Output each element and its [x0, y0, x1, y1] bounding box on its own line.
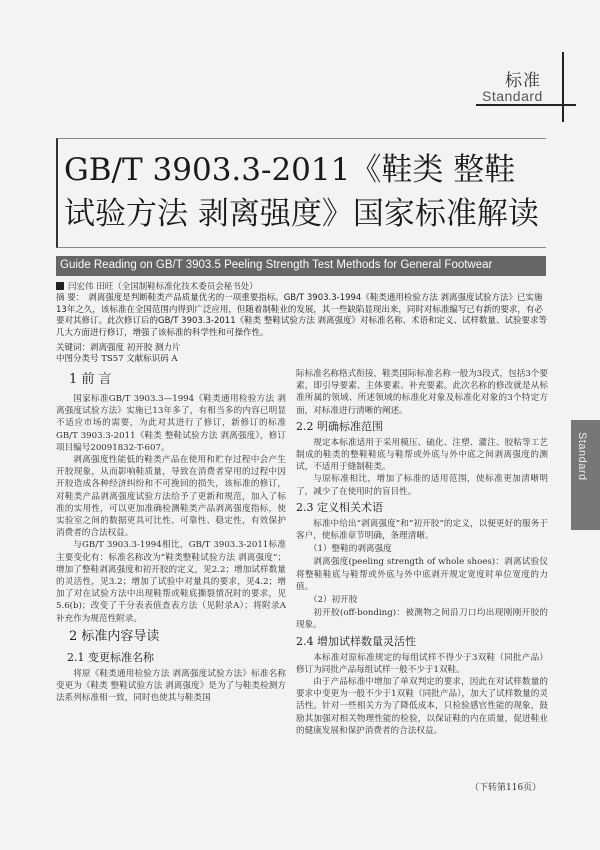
paragraph: 与原标准相比，增加了标准的适用范围，使标准更加清晰明了，减少了在使用时的盲目性。 [296, 474, 548, 497]
header-section-title: 标准 [505, 71, 541, 91]
paragraph: 本标准对原标准规定的每组试样不得少于3双鞋（同批产品）修订为同批产品每组试样一般不少于1双鞋。 [296, 652, 548, 675]
authors-text: 闫宏伟 田旺（全国制鞋标准化技术委员会秘书处） [68, 282, 258, 292]
article-title: GB/T 3903.3-2011《鞋类 整鞋试验方法 剥离强度》国家标准解读 [64, 152, 539, 232]
abstract-text: 剥离强度是判断鞋类产品质量优劣的一项重要指标。GB/T 3903.3-1994《鞋类通用检验方法 剥离强度试验方法》已实施13年之久，该标准在全国范围内得到广泛应用，但随着制鞋业的发展，其一些缺陷显现出来，同时对标准编写已有新的要求，有必要对其修订。此次修订后的GB/T 3903.3-2011《鞋类 整鞋试验方法 剥离强度》对标准名称、术语和定义、试样数量、试验要求等几大方面进行修订，增强了该标准的科学性和可操作性。 [56, 293, 548, 338]
abstract-label: 摘 要： [56, 293, 85, 303]
abstract [56, 293, 551, 339]
heading-scope: 2.2 明确标准范围 [296, 419, 383, 433]
header-section-subtitle: Standard [482, 88, 543, 104]
continued-note: （下转第116页） [470, 783, 542, 793]
paragraph: 际标准名称格式衔接，鞋类国际标准名称一般为3段式，包括3个要素，即引导要素、主体要素、补充要素。此次名称的修改就是从标准所属的领域、所述领域的标准化对象及标准化对象的3个特定方面，对标准进行清晰的阐述。 [296, 369, 548, 416]
classification-line: 中图分类号 TS57 文献标识码 A [56, 354, 178, 364]
author-marker-icon [56, 282, 64, 290]
paragraph: 标准中给出“剥离强度”和“初开胶”的定义，以便更好的服务于客户，使标准章节明确，条理清晰。 [296, 518, 548, 542]
subheading-peel-strength: （1）整鞋的剥离强度 [308, 544, 392, 555]
heading-terms: 2.3 定义相关术语 [296, 500, 383, 514]
left-column [56, 368, 286, 704]
paragraph: 剥离强度(peeling strength of whole shoes)：剥离试验仪将整鞋鞋底与鞋帮或外底与外中底剥开规定宽度时单位宽度的力值。 [296, 557, 548, 592]
author-line [56, 280, 546, 292]
heading-intro: 1 前 言 [69, 372, 112, 387]
paragraph: 初开胶(off-bonding)：被测物之间沿刀口均出现刚刚开胶的现象。 [296, 608, 548, 631]
keywords: 关键词：剥离强度 初开胶 测力片 [56, 343, 181, 353]
paragraph: 剥离强度性能低的鞋类产品在使用和贮存过程中会产生开胶现象，从而影响鞋质量，导致在消费者穿用的过程中因开胶造成各种经济纠纷和不可挽回的损失，该标准的修订，对鞋类产品剥离强度试验方法给予了更新和规范，加入了标准的实用性，可以更加准确检测鞋类产品剥离强度指标，使实验室之间的数据更具可比性、可靠性、稳定性，有效保护消费者的合法权益。 [56, 455, 286, 539]
paragraph: 与GB/T 3903.3-1994相比，GB/T 3903.3-2011标准主要变化有：标准名称改为“鞋类整鞋试验方法 剥离强度”；增加了整鞋剥离强度和初开胶的定义，见2.2；增加试样数量的灵活性，见3.2；增加了试验中对量具的要求，见4.2；增加了对在试验方法中出现鞋帮或鞋底撕裂情况时的要求，见5.6(b)；改变了千分表表值查表方法（见附录A）；将附录A补充作为规范性附录。 [56, 540, 286, 624]
heading-sample-quantity: 2.4 增加试样数量灵活性 [296, 634, 416, 648]
english-title: Guide Reading on GB/T 3903.5 Peeling Strength Test Methods for General Footwear [60, 259, 493, 271]
paragraph: 将原《鞋类通用检验方法 剥离强度试验方法》标准名称变更为《鞋类 整鞋试验方法 剥离强度》是为了与鞋类检测方法系列标准相一致，同时也使其与鞋类国 [56, 668, 286, 704]
paragraph: 国家标准GB/T 3903.3—1994《鞋类通用检验方法 剥离强度试验方法》实施已13年多了，有相当多的内容已明显不适应市场的需要，为此对其进行了修订，新修订的标准GB/T 3903.3-2011《鞋类 整鞋试验方法 剥离强度》，修订项目编号20091832-T-607。 [56, 394, 286, 453]
paragraph: 规定本标准适用于采用模压、硫化、注塑、灌注、胶粘等工艺制成的鞋类的整鞋鞋底与鞋帮或外底与外中底之间剥离强度的测试，不适用于缝制鞋类。 [296, 437, 548, 473]
right-column [296, 368, 548, 737]
side-section-label: Standard [576, 432, 588, 481]
heading-name-change: 2.1 变更标准名称 [67, 650, 154, 664]
header-vertical-rule [562, 52, 564, 122]
header-horizontal-rule [476, 104, 576, 106]
paragraph: 由于产品标准中增加了单双判定的要求，因此在对试样数量的要求中变更为一般不少于1双鞋（同批产品），加大了试样数量的灵活性。针对一些相关方为了降低成本，只检验感官性能的现象，鼓励其加强对相关物理性能的检验，以保证鞋的内在质量，促进鞋业的健康发展和保护消费者的合法权益。 [296, 677, 548, 736]
subheading-off-bonding: （2）初开胶 [308, 595, 358, 606]
heading-guide: 2 标准内容导读 [69, 628, 160, 644]
